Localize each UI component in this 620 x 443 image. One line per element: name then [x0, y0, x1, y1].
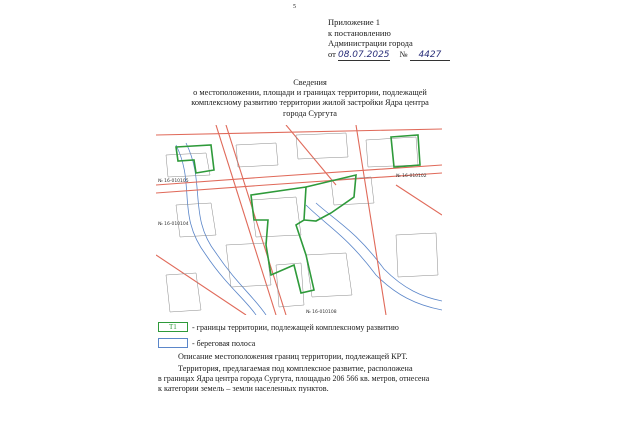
map-label-3: № 16-010102 — [396, 174, 427, 179]
legend-boundary — [158, 322, 399, 332]
from-label: от — [328, 48, 336, 59]
document-title — [160, 78, 460, 119]
description-heading: Описание местоположения границ территории, подлежащей КРТ. — [178, 352, 408, 361]
appendix-date: 08.07.2025 — [337, 49, 390, 60]
number-label: № — [399, 48, 408, 59]
appendix-line-1: Приложение 1 — [328, 17, 380, 27]
legend-coastal-text: - береговая полоса — [192, 338, 256, 348]
legend-swatch-blue — [158, 338, 188, 348]
description-line-1: Территория, предлагаемая под комплексное развитие, расположена — [178, 364, 413, 373]
territory-map — [156, 125, 442, 315]
legend-coastal — [158, 338, 255, 348]
description-line-2: в границах Ядра центра города Сургута, площадью 206 566 кв. метров, отнесена — [158, 374, 430, 383]
legend-swatch-green: T1 — [158, 322, 188, 332]
title-line-1: Сведения — [293, 78, 327, 87]
appendix-line-2: к постановлению — [328, 27, 391, 38]
title-line-2: о местоположении, площади и границах территории, подлежащей — [193, 88, 427, 98]
map-label-4: № 16-010108 — [306, 310, 337, 315]
appendix-number: 4427 — [410, 50, 450, 62]
page-number: 5 — [293, 4, 296, 10]
appendix-line-3: Администрации города — [328, 38, 413, 48]
title-line-4: города Сургута — [283, 108, 337, 118]
appendix-date-line — [328, 49, 450, 62]
map-label-1: № 16-010105 — [158, 179, 189, 184]
map-label-2: № 16-010104 — [158, 222, 189, 227]
legend-boundary-text: - границы территории, подлежащей комплексному развитию — [192, 322, 399, 332]
title-line-3: комплексному развитию территории жилой застройки Ядра центра — [191, 98, 429, 108]
description-line-3: к категории земель – земли населенных пунктов. — [158, 384, 329, 393]
appendix-block — [328, 17, 450, 61]
